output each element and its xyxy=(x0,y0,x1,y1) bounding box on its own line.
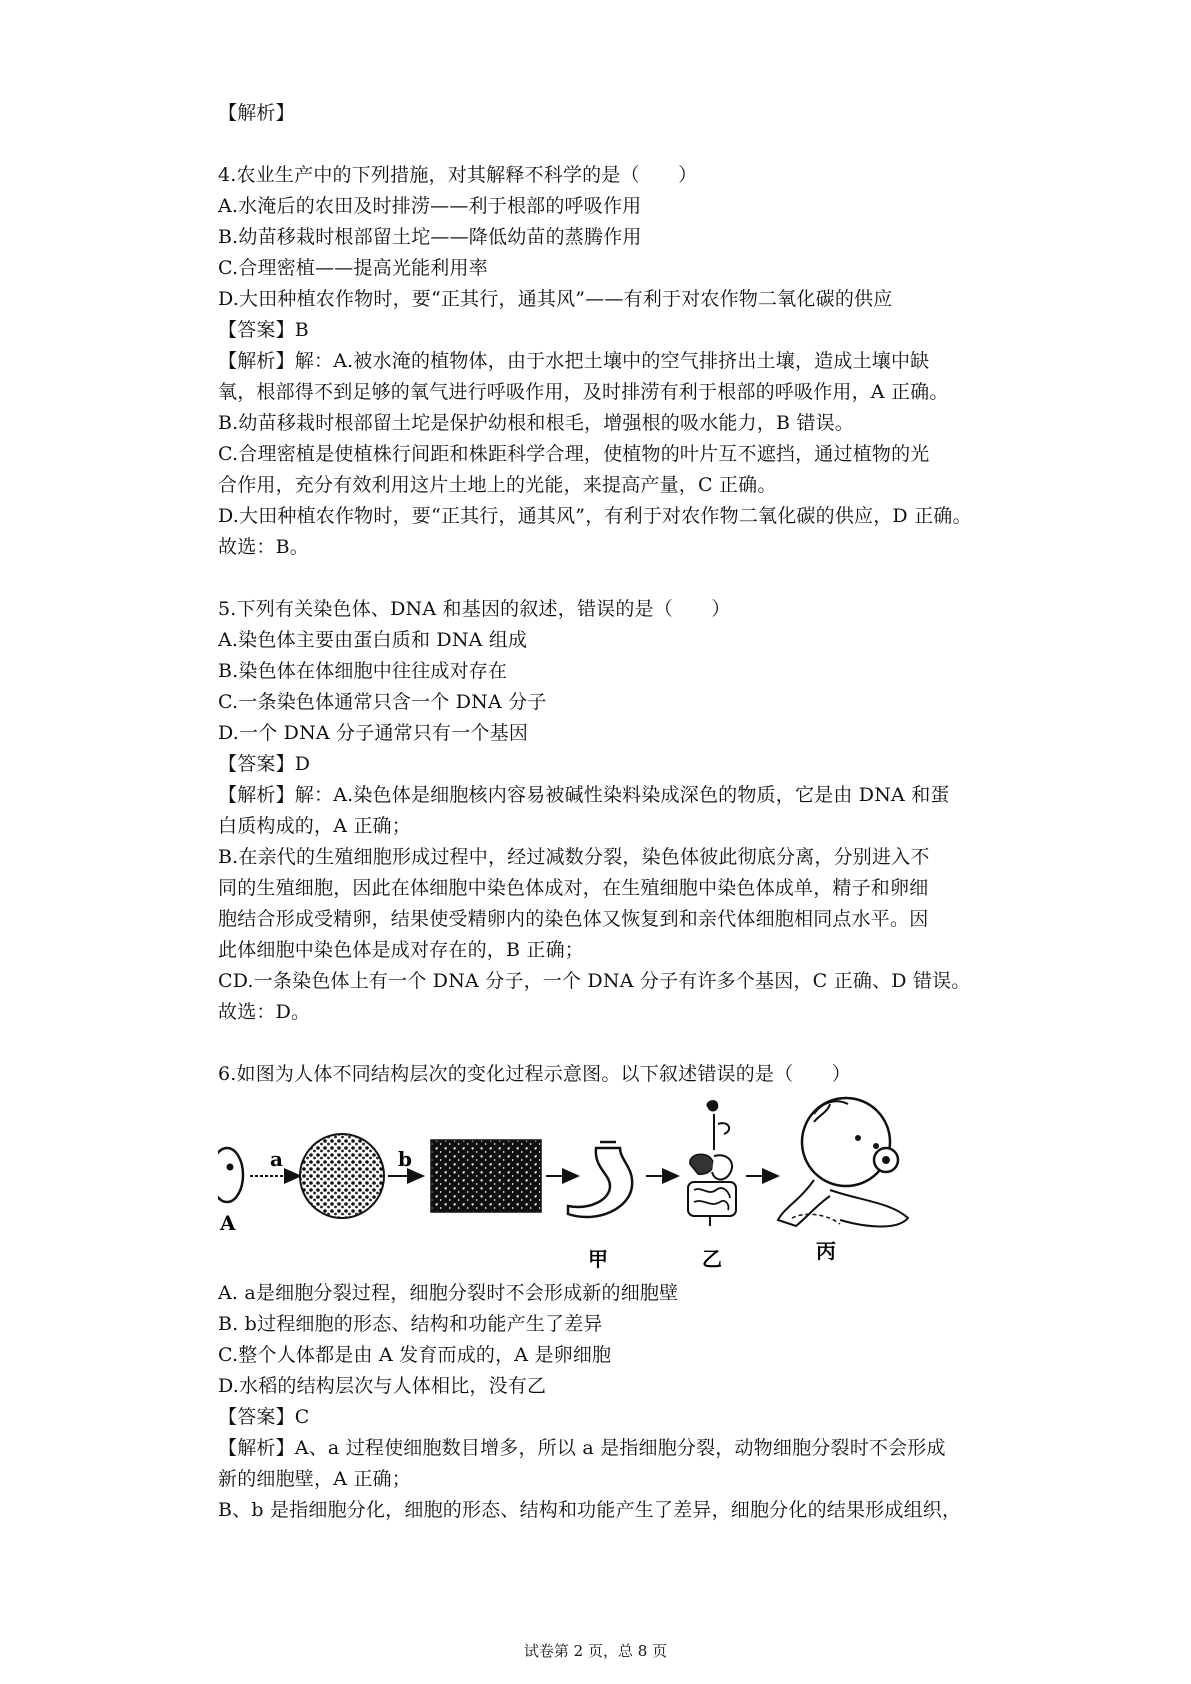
analysis-line: 故选：D。 xyxy=(218,1001,311,1023)
answer: 【答案】D xyxy=(218,753,311,775)
cell-cluster xyxy=(300,1134,384,1218)
label-a: a xyxy=(270,1147,283,1171)
option-d: D.大田种植农作物时，要“正其行，通其风”——有利于对农作物二氧化碳的供应 xyxy=(218,288,893,310)
analysis-line: 氧，根部得不到足够的氧气进行呼吸作用，及时排涝有利于根部的呼吸作用，A 正确。 xyxy=(218,381,949,403)
analysis-line: B.在亲代的生殖细胞形成过程中，经过减数分裂，染色体彼此彻底分离，分别进入不 xyxy=(218,846,930,868)
label-yi: 乙 xyxy=(702,1247,722,1271)
question-stem: 4.农业生产中的下列措施，对其解释不科学的是（ ） xyxy=(218,164,698,186)
option-b: B. b过程细胞的形态、结构和功能产生了差异 xyxy=(218,1313,603,1335)
analysis-line: 故选：B。 xyxy=(218,536,309,558)
analysis-line: 胞结合形成受精卵，结果使受精卵内的染色体又恢复到和亲代体细胞相同点水平。因 xyxy=(218,908,929,930)
question-6 xyxy=(218,1059,1018,1526)
question-stem: 5.下列有关染色体、DNA 和基因的叙述，错误的是（ ） xyxy=(218,598,731,620)
stomach-organ xyxy=(568,1142,632,1217)
analysis-line: 同的生殖细胞，因此在体细胞中染色体成对，在生殖细胞中染色体成单，精子和卵细 xyxy=(218,877,929,899)
analysis-line: 此体细胞中染色体是成对存在的，B 正确； xyxy=(218,939,585,961)
analysis-line: 【解析】解：A.染色体是细胞核内容易被碱性染料染成深色的物质，它是由 DNA 和蛋 xyxy=(218,784,950,806)
analysis-line: B、b 是指细胞分化，细胞的形态、结构和功能产生了差异，细胞分化的结果形成组织， xyxy=(218,1499,962,1521)
previous-analysis-label: 【解析】 xyxy=(218,102,295,124)
option-a: A. a是细胞分裂过程，细胞分裂时不会形成新的细胞壁 xyxy=(218,1282,679,1304)
label-b: b xyxy=(398,1147,412,1171)
page-content xyxy=(218,98,1018,1526)
question-5 xyxy=(218,594,1018,1028)
tissue-block xyxy=(431,1140,541,1212)
question-4 xyxy=(218,160,1018,563)
analysis-line: 合作用，充分有效利用这片土地上的光能，来提高产量，C 正确。 xyxy=(218,474,777,496)
label-jia: 甲 xyxy=(588,1247,608,1271)
option-b: B.染色体在体细胞中往往成对存在 xyxy=(218,660,508,682)
answer: 【答案】C xyxy=(218,1406,310,1428)
page-footer: 试卷第 2 页，总 8 页 xyxy=(523,1642,668,1660)
analysis-line: 白质构成的，A 正确； xyxy=(218,815,411,837)
label-bing: 丙 xyxy=(816,1239,836,1263)
analysis-line: B.幼苗移栽时根部留土坨是保护幼根和根毛，增强根的吸水能力，B 错误。 xyxy=(218,412,855,434)
analysis-line: D.大田种植农作物时，要“正其行，通其风”，有利于对农作物二氧化碳的供应，D 正确。 xyxy=(218,505,972,527)
label-A: A xyxy=(220,1211,236,1235)
analysis-line: 【解析】A、a 过程使细胞数目增多，所以 a 是指细胞分裂，动物细胞分裂时不会形成 xyxy=(218,1437,946,1459)
option-d: D.水稻的结构层次与人体相比，没有乙 xyxy=(218,1375,547,1397)
option-c: C.一条染色体通常只含一个 DNA 分子 xyxy=(218,691,547,713)
digestive-system xyxy=(688,1100,736,1226)
option-b: B.幼苗移栽时根部留土坨——降低幼苗的蒸腾作用 xyxy=(218,226,642,248)
structure-levels-figure xyxy=(218,1090,1018,1278)
question-stem: 6.如图为人体不同结构层次的变化过程示意图。以下叙述错误的是（ ） xyxy=(218,1063,851,1085)
egg-cell xyxy=(218,1148,243,1202)
baby-figure xyxy=(778,1098,908,1227)
option-c: C.合理密植——提高光能利用率 xyxy=(218,257,488,279)
option-d: D.一个 DNA 分子通常只有一个基因 xyxy=(218,722,529,744)
analysis-line: CD.一条染色体上有一个 DNA 分子，一个 DNA 分子有许多个基因，C 正确、D 错误。 xyxy=(218,970,971,992)
structure-levels-svg xyxy=(218,1090,1018,1278)
option-a: A.染色体主要由蛋白质和 DNA 组成 xyxy=(218,629,528,651)
analysis-line: C.合理密植是使植株行间距和株距科学合理，使植物的叶片互不遮挡，通过植物的光 xyxy=(218,443,930,465)
answer: 【答案】B xyxy=(218,319,309,341)
analysis-line: 新的细胞壁，A 正确； xyxy=(218,1468,411,1490)
analysis-line: 【解析】解：A.被水淹的植物体，由于水把土壤中的空气排挤出土壤，造成土壤中缺 xyxy=(218,350,930,372)
option-c: C.整个人体都是由 A 发育而成的，A 是卵细胞 xyxy=(218,1344,612,1366)
option-a: A.水淹后的农田及时排涝——利于根部的呼吸作用 xyxy=(218,195,642,217)
